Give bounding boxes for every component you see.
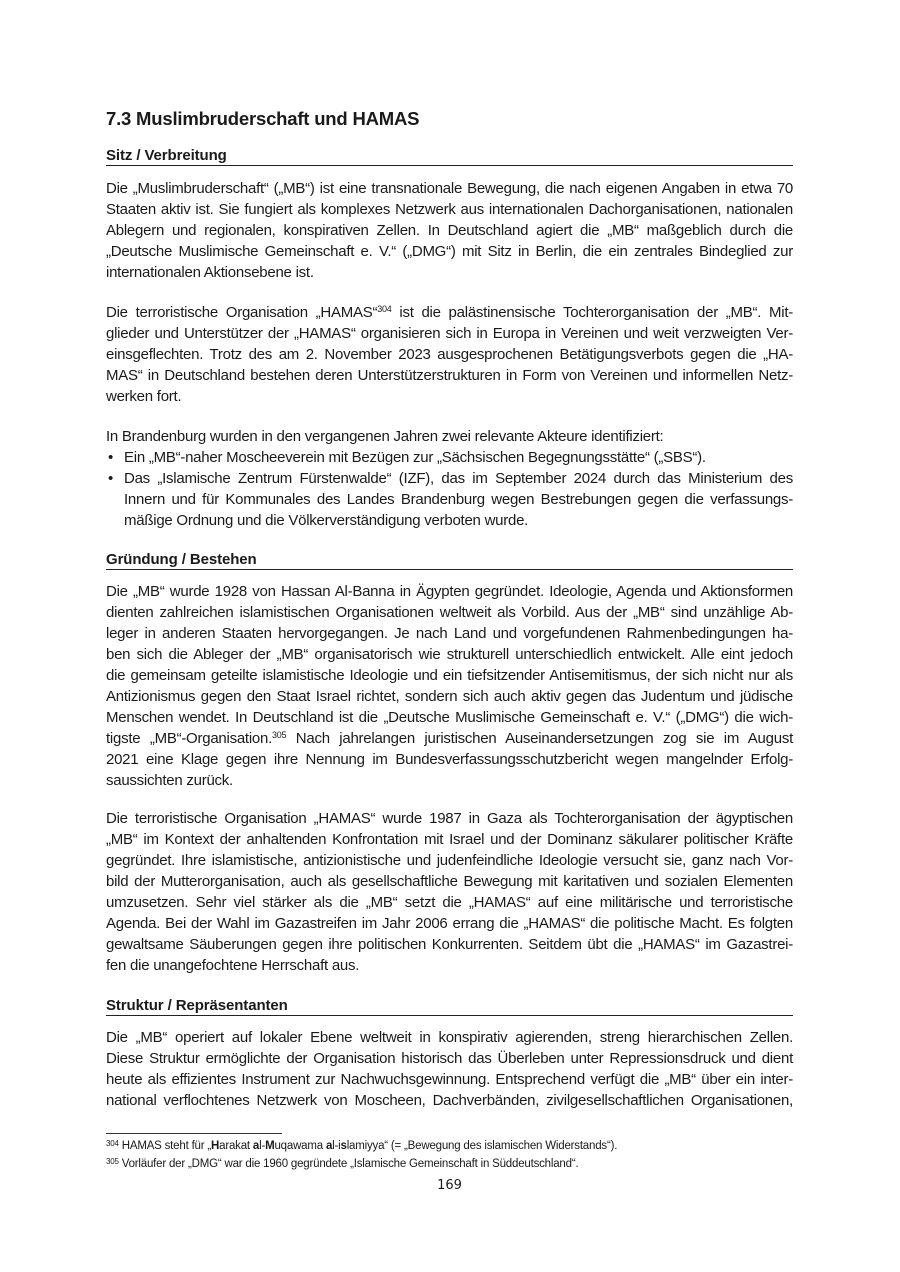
text-line: national verflochtenes Netzwerk von Moscheen, Dachverbänden, zivilgesellschaftlichen Organisationen,	[106, 1092, 793, 1109]
list-item	[106, 468, 793, 531]
text-line: Staaten aktiv ist. Sie fungiert als komplexes Netzwerk aus internationalen Dachorganisationen, nationalen	[106, 201, 793, 218]
list-item	[106, 447, 793, 468]
text-line: mäßige Ordnung und die Völkerverständigung verboten wurde.	[124, 512, 529, 529]
paragraph-hamas-overview	[106, 302, 793, 407]
text-line: Ablegern und regionalen, konspirativen Zellen. In Deutschland agiert die „MB“ maßgeblich durch die	[106, 222, 793, 239]
text-line: Die terroristische Organisation „HAMAS“$^{304}$ ist die palästinensische Tochterorganisation der „MB“. Mit-	[106, 304, 794, 321]
section-heading-struktur: Struktur / Repräsentanten	[106, 997, 793, 1016]
text-line: dienten zahlreichen islamistischen Organisationen weltweit als Vorbild. Aus der „MB“ sind unzählige Ab-	[106, 604, 793, 621]
text-line: glieder und Unterstützer der „HAMAS“ organisieren sich in Europa in Vereinen und weit verzweigten Ver-	[106, 325, 793, 342]
chapter-title: 7.3 Muslimbruderschaft und HAMAS	[106, 108, 420, 129]
section-heading-gruendung: Gründung / Bestehen	[106, 551, 793, 570]
footnote-304: $^{304}$ HAMAS steht für „Harakat al-Muqawama al-islamiyya“ (= „Bewegung des islamischen Widerstands“).	[106, 1139, 618, 1152]
text-line: Das „Islamische Zentrum Fürstenwalde“ (IZF), das im September 2024 durch das Ministerium des	[124, 470, 793, 487]
paragraph-brandenburg-intro	[106, 426, 793, 447]
actor-list	[106, 447, 793, 531]
text-line: internationalen Aktionsebene ist.	[106, 264, 314, 281]
paragraph-hamas-history	[106, 808, 793, 976]
text-line: „Deutsche Muslimische Gemeinschaft e. V.“ („DMG“) mit Sitz in Berlin, die ein zentrales Bindeglied zur	[106, 243, 793, 260]
text-line: Antizionismus gegen den Staat Israel richtet, sondern sich auch aktiv gegen das Judentum und jüdische	[106, 688, 793, 705]
text-line: bild der Mutterorganisation, auch als gesellschaftliche Bewegung mit karitativen und sozialen Elementen	[106, 873, 793, 890]
text-line: tigste „MB“-Organisation.$^{305}$ Nach jahrelangen juristischen Auseinandersetzungen zog sie im August	[106, 730, 793, 747]
text-line: Ein „MB“-naher Moscheeverein mit Bezügen zur „Sächsischen Begegnungsstätte“ („SBS“).	[124, 449, 706, 466]
text-line: MAS“ in Deutschland bestehen deren Unterstützerstrukturen in Form von Vereinen und informellen Netz-	[106, 367, 793, 384]
text-line: werken fort.	[106, 388, 182, 405]
text-line: „MB“ im Kontext der anhaltenden Konfrontation mit Israel und der Dominanz säkularer politischer Kräfte	[106, 831, 793, 848]
footnote-ref-305: 305	[272, 730, 287, 740]
text-line: Die „MB“ operiert auf lokaler Ebene weltweit in konspirativ agierenden, streng hierarchischen Zellen.	[106, 1029, 793, 1046]
text-line: 2021 eine Klage gegen ihre Nennung im Bundesverfassungsschutzbericht wegen mangelnder Erfolg-	[106, 751, 793, 768]
text-line: heute als effizientes Instrument zur Nachwuchsgewinnung. Entsprechend verfügt die „MB“ über ein inter-	[106, 1071, 793, 1088]
footnote-divider	[106, 1133, 282, 1134]
paragraph-mb-history	[106, 581, 793, 791]
paragraph-mb-structure	[106, 1027, 793, 1111]
text-line: gegründet. Ihre islamistische, antizionistische und judenfeindliche Ideologie versucht sie, ganz nach Vor-	[106, 852, 793, 869]
section-heading-sitz: Sitz / Verbreitung	[106, 147, 793, 166]
text-line: fen die unangefochtene Herrschaft aus.	[106, 957, 360, 974]
text-line: Diese Struktur ermöglichte der Organisation historisch das Überleben unter Repressionsdruck und dient	[106, 1050, 793, 1067]
footnote-ref-304: 304	[377, 304, 392, 314]
text-line: gewaltsame Säuberungen gegen ihre politischen Konkurrenten. Seitdem übt die „HAMAS“ im Gazastrei-	[106, 936, 793, 953]
text-line: die gemeinsam geteilte islamistische Ideologie und ein tiefsitzender Antisemitismus, der sich nicht nur als	[106, 667, 793, 684]
text-line: einsgeflechten. Trotz des am 2. November 2023 ausgesprochenen Betätigungsverbots gegen die „HA-	[106, 346, 793, 363]
text-line: Die „MB“ wurde 1928 von Hassan Al-Banna in Ägypten gegründet. Ideologie, Agenda und Aktionsformen	[106, 583, 793, 600]
text-line: Agenda. Bei der Wahl im Gazastreifen im Jahr 2006 errang die „HAMAS“ die politische Macht. Es folgten	[106, 915, 793, 932]
text-line: umzusetzen. Sehr viel stärker als die „MB“ setzt die „HAMAS“ auf eine militärische und terroristische	[106, 894, 793, 911]
bullet-icon: •	[108, 449, 114, 466]
page-number: 169	[437, 1178, 462, 1193]
text-line: ben sich die Ableger der „MB“ organisatorisch wie strukturell unterschiedlich entwickelt. Alle eint jedoch	[106, 646, 793, 663]
paragraph-mb-overview	[106, 178, 793, 283]
text-line: leger in anderen Staaten hervorgegangen. Je nach Land und vorgefundenen Rahmenbedingungen ha-	[106, 625, 793, 642]
text-line: Die terroristische Organisation „HAMAS“ wurde 1987 in Gaza als Tochterorganisation der ägyptischen	[106, 810, 793, 827]
text-line: saussichten zurück.	[106, 772, 233, 789]
footnote-305: $^{305}$ Vorläufer der „DMG“ war die 1960 gegründete „Islamische Gemeinschaft in Süddeutschland“.	[106, 1157, 579, 1170]
text-line: Die „Muslimbruderschaft“ („MB“) ist eine transnationale Bewegung, die nach eigenen Angaben in etwa 70	[106, 180, 793, 197]
text-line: Menschen wendet. In Deutschland ist die „Deutsche Muslimische Gemeinschaft e. V.“ („DMG“) die wich-	[106, 709, 793, 726]
bullet-icon: •	[108, 470, 114, 487]
text-line: Innern und für Kommunales des Landes Brandenburg wegen Bestrebungen gegen die verfassungs-	[124, 491, 793, 508]
text-line: In Brandenburg wurden in den vergangenen Jahren zwei relevante Akteure identifiziert:	[106, 428, 664, 445]
